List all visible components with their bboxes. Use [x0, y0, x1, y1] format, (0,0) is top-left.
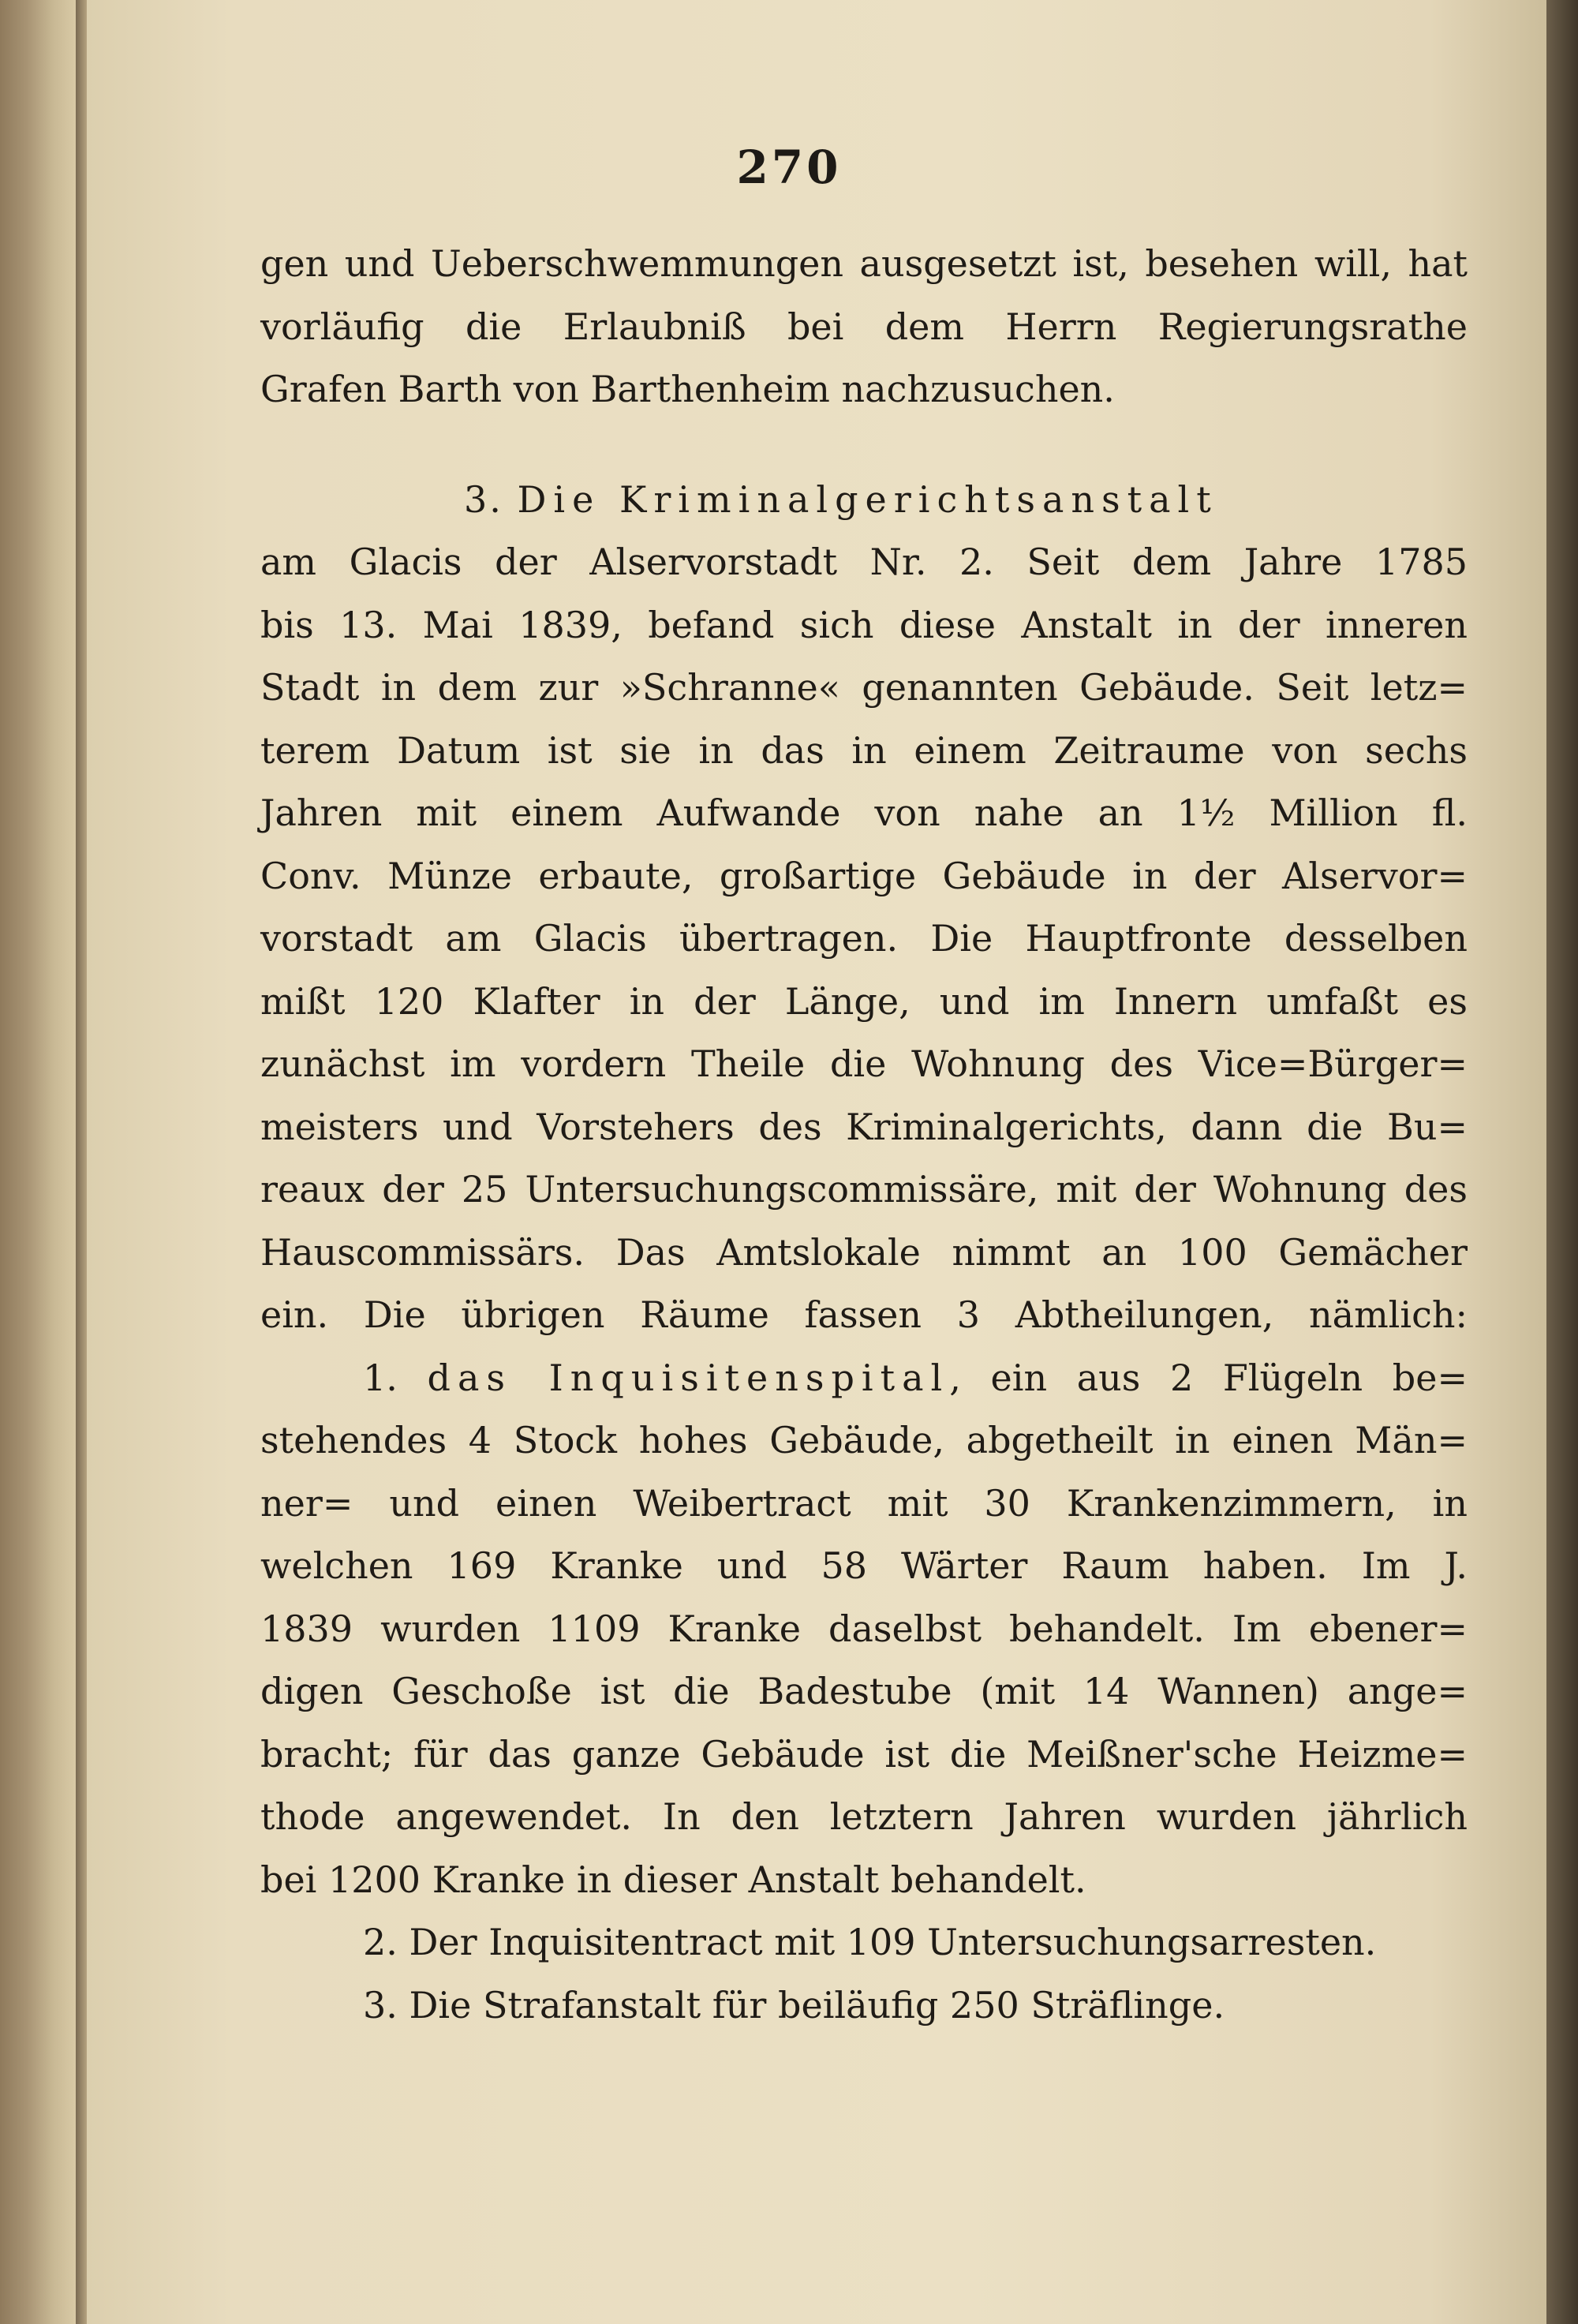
- item-text: Die Strafanstalt für beiläufig 250 Sträflinge.: [409, 1983, 1225, 2026]
- text-line: Conv. Münze erbaute, großartige Gebäude in der Alservor=: [260, 854, 1468, 897]
- text-line: ein. Die übrigen Räume fassen 3 Abtheilungen, nämlich:: [260, 1293, 1468, 1336]
- text-line: reaux der 25 Untersuchungscommissäre, mit der Wohnung des: [260, 1168, 1468, 1211]
- text-line: gen und Ueberschwemmungen ausgesetzt ist, besehen will, hat: [260, 242, 1468, 285]
- text-line: zunächst im vordern Theile die Wohnung des Vice=Bürger=: [260, 1042, 1468, 1085]
- section-number: 3.: [464, 477, 503, 521]
- page-text: [260, 233, 1468, 2037]
- text-line: vorläufig die Erlaubniß bei dem Herrn Regierungsrathe: [260, 305, 1468, 348]
- item-number: 3.: [363, 1983, 398, 2026]
- text-line: bis 13. Mai 1839, befand sich diese Anstalt in der inneren: [260, 603, 1468, 646]
- text-line: am Glacis der Alservorstadt Nr. 2. Seit dem Jahre 1785: [260, 541, 1468, 583]
- text-line: thode angewendet. In den letztern Jahren wurden jährlich: [260, 1795, 1468, 1838]
- text-line: bei 1200 Kranke in dieser Anstalt behandelt.: [260, 1858, 1086, 1901]
- item-term: das Inquisitenspital: [427, 1356, 950, 1399]
- text-line: Hauscommissärs. Das Amtslokale nimmt an 100 Gemächer: [260, 1230, 1468, 1274]
- page-number: 270: [736, 140, 842, 194]
- text-line: digen Geschoße ist die Badestube (mit 14 Wannen) ange=: [260, 1670, 1468, 1712]
- section-title: Die Kriminalgerichtsanstalt: [517, 477, 1218, 521]
- paragraph-gap: [260, 421, 1468, 469]
- text-line: stehendes 4 Stock hohes Gebäude, abgetheilt in einen Män=: [260, 1419, 1468, 1461]
- item-text: , ein aus 2 Flügeln be=: [949, 1356, 1468, 1399]
- text-line: mißt 120 Klafter in der Länge, und im Innern umfaßt es: [260, 979, 1468, 1023]
- section-heading: [260, 469, 1468, 532]
- text-line: terem Datum ist sie in das in einem Zeitraume von sechs: [260, 728, 1468, 772]
- text-line: bracht; für das ganze Gebäude ist die Meißner'sche Heizme=: [260, 1732, 1468, 1776]
- item-number: 1.: [363, 1356, 398, 1399]
- item-number: 2.: [363, 1921, 398, 1963]
- text-line: Jahren mit einem Aufwande von nahe an 1½ Million fl.: [260, 792, 1468, 834]
- text-line: 1839 wurden 1109 Kranke daselbst behandelt. Im ebener=: [260, 1607, 1468, 1650]
- text-line: Grafen Barth von Barthenheim nachzusuchen.: [260, 368, 1115, 410]
- text-line: meisters und Vorstehers des Kriminalgerichts, dann die Bu=: [260, 1105, 1468, 1148]
- list-item-first-line: [260, 1347, 1468, 1410]
- spine-edge: [76, 0, 87, 2324]
- list-item: [260, 1974, 1468, 2038]
- item-text: Der Inquisitentract mit 109 Untersuchungsarresten.: [409, 1921, 1377, 1963]
- list-item: [260, 1911, 1468, 1974]
- page-edge-right: [1546, 0, 1578, 2324]
- text-line: Stadt in dem zur »Schranne« genannten Gebäude. Seit letz=: [260, 666, 1468, 709]
- text-line: welchen 169 Kranke und 58 Wärter Raum haben. Im J.: [260, 1544, 1468, 1587]
- text-line: vorstadt am Glacis übertragen. Die Hauptfronte desselben: [260, 917, 1468, 960]
- book-spine: [0, 0, 76, 2324]
- text-line: ner= und einen Weibertract mit 30 Krankenzimmern, in: [260, 1481, 1468, 1525]
